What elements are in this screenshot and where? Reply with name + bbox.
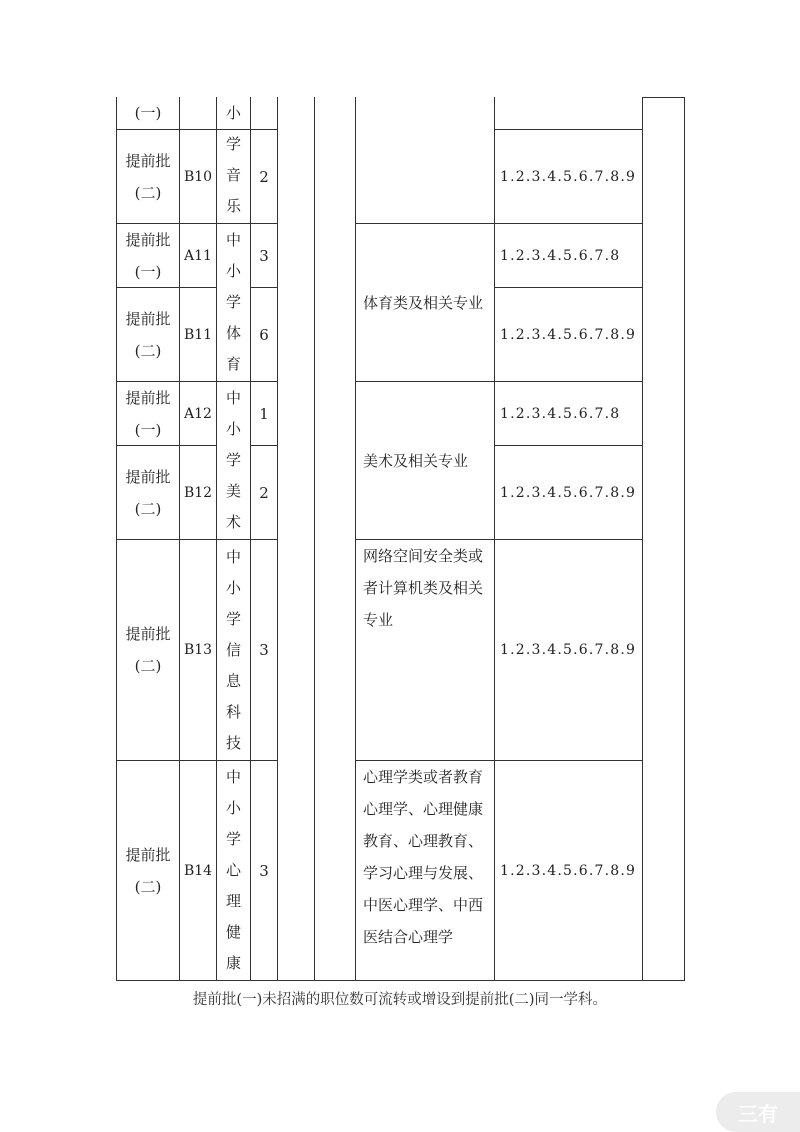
position-count: 6 <box>259 325 269 344</box>
major-line: 美术及相关专业 <box>363 451 469 470</box>
grid-line <box>314 97 315 981</box>
position-code: A11 <box>184 247 212 264</box>
subject-char: 音 <box>225 166 241 184</box>
subject-it <box>217 540 250 760</box>
batch-label: 提前批 <box>125 309 171 328</box>
grid-line <box>684 97 685 981</box>
batch-cell <box>117 288 179 381</box>
subject-char: 心 <box>225 861 241 879</box>
batch-sublabel: (一) <box>134 420 162 439</box>
subject-art <box>217 382 250 539</box>
subject-char: 体 <box>225 324 241 342</box>
qualification-codes: 1.2.3.4.5.6.7.8 <box>500 405 621 422</box>
subject-char: 中 <box>225 547 241 566</box>
subject-char: 理 <box>225 892 241 910</box>
subject-char: 育 <box>225 355 241 373</box>
qualification-codes: 1.2.3.4.5.6.7.8.9 <box>500 484 637 501</box>
major-line: 网络空间安全类或 <box>363 547 484 565</box>
subject-char: 美 <box>225 482 241 500</box>
batch-sublabel: (二) <box>134 877 162 896</box>
qualification-codes: 1.2.3.4.5.6.7.8 <box>500 247 621 264</box>
subject-char: 康 <box>225 954 241 972</box>
major-requirement-pe <box>356 224 494 381</box>
qualification-codes: 1.2.3.4.5.6.7.8.9 <box>500 642 637 658</box>
subject-char: 小 <box>225 420 241 438</box>
major-line: 者计算机类及相关 <box>363 579 484 597</box>
batch-label: 提前批 <box>125 151 171 170</box>
position-code: B12 <box>183 484 213 501</box>
batch-sublabel: (二) <box>134 341 162 360</box>
major-line: 体育类及相关专业 <box>363 293 484 312</box>
batch-sublabel: (一) <box>134 262 162 281</box>
position-count: 3 <box>259 246 269 265</box>
position-count: 1 <box>259 404 269 423</box>
watermark-badge: 三有 <box>716 1092 800 1132</box>
grid-line <box>116 980 685 981</box>
batch-label: 提前批 <box>125 625 171 643</box>
batch-label: 提前批 <box>125 230 171 249</box>
position-code: B10 <box>183 168 213 185</box>
subject-char: 小 <box>225 578 241 597</box>
qualification-codes: 1.2.3.4.5.6.7.8.9 <box>500 168 637 185</box>
major-line: 中医心理学、中西 <box>363 896 484 914</box>
qualification-codes: 1.2.3.4.5.6.7.8.9 <box>500 326 637 343</box>
major-line: 专业 <box>363 611 394 629</box>
subject-char: 息 <box>225 671 241 690</box>
grid-line <box>642 97 685 98</box>
subject-char: 学 <box>225 135 241 153</box>
major-requirement-psychology <box>356 761 494 980</box>
position-code: B13 <box>183 642 213 658</box>
major-line: 学习心理与发展、 <box>363 864 484 882</box>
subject-char: 学 <box>225 293 241 311</box>
batch-sublabel: (二) <box>134 657 162 675</box>
batch-label: 提前批 <box>125 388 171 407</box>
subject-char: 术 <box>225 513 241 531</box>
subject-char: 中 <box>225 768 241 786</box>
batch-cell <box>117 130 179 223</box>
batch-label: 提前批 <box>125 467 171 486</box>
grid-line <box>277 97 278 981</box>
batch-label: (一) <box>134 104 162 122</box>
subject-char: 乐 <box>225 197 241 215</box>
subject-char: 学 <box>225 830 241 848</box>
subject-char: 中 <box>225 231 241 249</box>
batch-cell <box>117 540 179 760</box>
batch-label: 提前批 <box>125 845 171 864</box>
major-line: 教育、心理教育、 <box>363 832 484 850</box>
position-count: 3 <box>259 641 269 659</box>
subject-char: 中 <box>225 389 241 407</box>
subject-char: 学 <box>225 609 241 628</box>
subject-psychology <box>217 761 250 980</box>
batch-cell <box>117 224 179 287</box>
subject-pe <box>217 224 250 381</box>
position-code: A12 <box>184 405 212 422</box>
subject-char: 健 <box>225 923 241 941</box>
subject-char: 小 <box>225 262 241 280</box>
batch-cell <box>117 97 179 129</box>
table-footnote: 提前批(一)未招满的职位数可流转或增设到提前批(二)同一学科。 <box>192 992 608 1008</box>
subject-music <box>217 97 250 223</box>
major-line: 心理学、心理健康 <box>363 800 484 818</box>
major-line: 心理学类或者教育 <box>363 768 484 786</box>
subject-char: 科 <box>225 702 241 721</box>
qualification-codes: 1.2.3.4.5.6.7.8.9 <box>500 862 637 879</box>
grid-line <box>642 97 643 981</box>
position-count: 2 <box>259 167 269 186</box>
position-code: B11 <box>183 326 213 343</box>
batch-sublabel: (二) <box>134 499 162 518</box>
major-requirement-it <box>356 540 494 760</box>
major-line: 医结合心理学 <box>363 928 454 946</box>
subject-char: 小 <box>225 799 241 817</box>
batch-cell <box>117 761 179 980</box>
major-requirement-art <box>356 382 494 539</box>
batch-cell <box>117 446 179 539</box>
position-code: B14 <box>183 862 213 879</box>
position-count: 2 <box>259 483 269 502</box>
batch-cell <box>117 382 179 445</box>
subject-char: 技 <box>225 733 241 752</box>
batch-sublabel: (二) <box>134 183 162 202</box>
subject-char: 信 <box>225 640 241 659</box>
subject-char: 小 <box>225 104 241 122</box>
subject-char: 学 <box>225 451 241 469</box>
position-count: 3 <box>259 861 269 880</box>
